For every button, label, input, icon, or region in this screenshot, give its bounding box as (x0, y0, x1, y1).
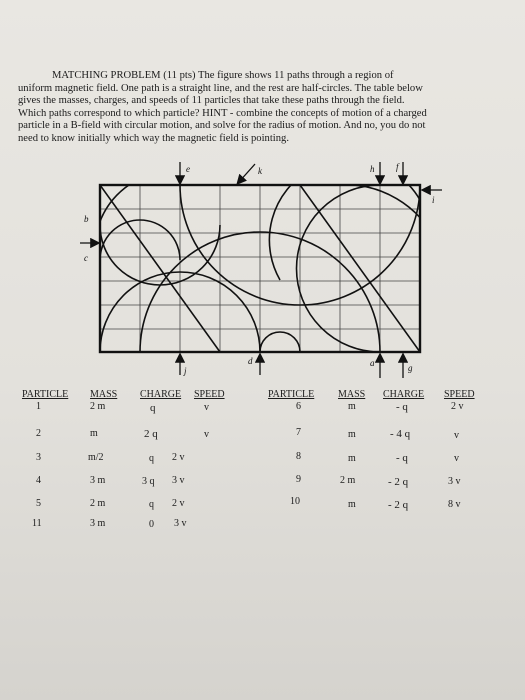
problem-line: need to know initially which way the magnetic field is pointing. (18, 132, 289, 144)
label-a: a (370, 358, 375, 368)
label-f: f (396, 162, 399, 172)
cell-mass: 3 m (90, 518, 106, 529)
cell-particle: 9 (296, 474, 301, 485)
cell-charge: 3 q (142, 476, 155, 487)
cell-speed: 2 v (172, 498, 185, 509)
cell-speed: v (454, 430, 459, 441)
cell-particle: 11 (32, 518, 42, 529)
problem-line: MATCHING PROBLEM (11 pts) The figure shows 11 paths through a region of (52, 70, 394, 81)
cell-mass: m (348, 429, 356, 440)
cell-charge: 2 q (144, 428, 158, 440)
label-j: j (184, 366, 187, 376)
cell-charge: q (150, 402, 156, 414)
cell-charge: - 2 q (388, 499, 409, 511)
particle-table-left (22, 389, 252, 539)
cell-charge: - q (396, 452, 408, 464)
cell-speed: v (204, 429, 209, 440)
header-particle: PARTICLE (22, 389, 69, 400)
cell-mass: 2 m (90, 498, 106, 509)
path-h (297, 185, 381, 352)
cell-charge: - q (396, 401, 408, 413)
cell-particle: 2 (36, 428, 41, 439)
cell-mass: m/2 (88, 452, 104, 463)
header-speed: SPEED (194, 389, 225, 400)
cell-particle: 10 (290, 496, 300, 507)
problem-line: Which paths correspond to which particle? HINT - combine the concepts of motion of a charged (18, 107, 427, 119)
cell-charge: - 4 q (390, 428, 411, 440)
problem-line: uniform magnetic field. One path is a straight line, and the rest are half-circles. The table below (18, 82, 423, 94)
cell-speed: 2 v (172, 452, 185, 463)
label-i: i (432, 195, 435, 205)
header-charge: CHARGE (383, 389, 425, 400)
cell-charge: 0 (149, 519, 154, 530)
cell-mass: 2 m (340, 475, 356, 486)
label-h: h (370, 164, 375, 174)
path-c (80, 260, 100, 360)
cell-particle: 1 (36, 401, 41, 412)
path-g (300, 185, 420, 352)
label-e: e (186, 164, 190, 174)
problem-statement (18, 70, 490, 146)
grid-lines (100, 185, 420, 352)
path-i (340, 185, 446, 352)
particle-table-right (268, 389, 508, 519)
cell-speed: 8 v (448, 499, 461, 510)
cell-speed: v (454, 453, 459, 464)
cell-speed: 3 v (448, 476, 461, 487)
cell-mass: m (90, 428, 98, 439)
header-speed: SPEED (444, 389, 475, 400)
label-k: k (258, 166, 262, 176)
problem-line: particle in a B-field with circular motion, and solve for the radius of motion. And no, you do not (18, 120, 426, 132)
label-b: b (84, 214, 89, 224)
header-mass: MASS (90, 389, 118, 400)
cell-mass: 2 m (90, 401, 106, 412)
cell-charge: - 2 q (388, 476, 409, 488)
label-g: g (408, 363, 413, 373)
cell-speed: 3 v (172, 475, 185, 486)
cell-speed: 3 v (174, 518, 187, 529)
path-a (269, 160, 420, 280)
cell-particle: 6 (296, 401, 301, 412)
paths-diagram (80, 160, 520, 382)
cell-particle: 3 (36, 452, 41, 463)
cell-speed: 2 v (451, 401, 464, 412)
cell-mass: m (348, 453, 356, 464)
cell-speed: v (204, 402, 209, 413)
header-mass: MASS (338, 389, 366, 400)
problem-line: gives the masses, charges, and speeds of 11 particles that take these paths through the field. (18, 95, 405, 107)
cell-charge: q (149, 453, 154, 464)
cell-mass: 3 m (90, 475, 106, 486)
arrow-k (238, 164, 255, 183)
magnetic-field-figure (80, 160, 520, 382)
particle-paths (80, 160, 473, 361)
cell-particle: 5 (36, 498, 41, 509)
cell-particle: 4 (36, 475, 41, 486)
cell-particle: 7 (296, 427, 301, 438)
cell-particle: 8 (296, 451, 301, 462)
cell-mass: m (348, 401, 356, 412)
path-f (340, 185, 473, 361)
header-charge: CHARGE (140, 389, 182, 400)
cell-charge: q (149, 499, 154, 510)
label-c: c (84, 253, 88, 263)
header-particle: PARTICLE (268, 389, 315, 400)
path-a-small (260, 332, 300, 352)
label-d: d (248, 356, 253, 366)
cell-mass: m (348, 499, 356, 510)
